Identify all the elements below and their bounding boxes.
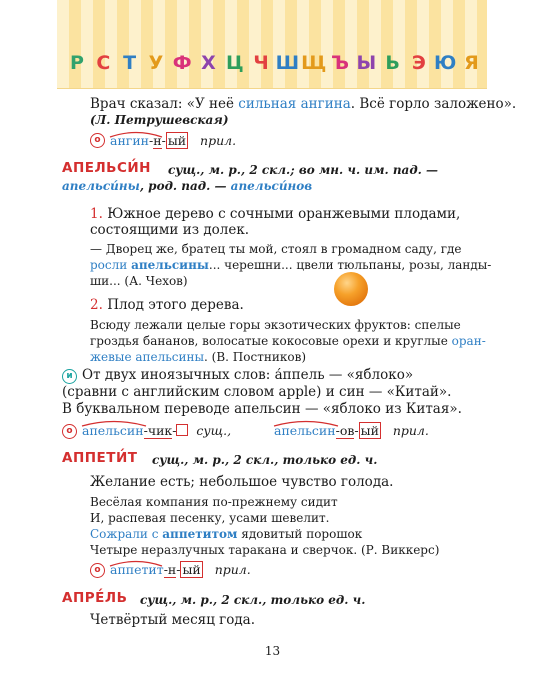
- alphabet-letter: У: [148, 52, 164, 74]
- appetit-poem-line1: Весёлая компания по-прежнему сидит: [90, 495, 338, 509]
- origin-o-icon: о: [90, 563, 105, 578]
- apelsin-forms: апельси́ны, род. пад. — апельси́нов: [62, 179, 313, 193]
- apelsin-sense2: 2. Плод этого дерева.: [90, 297, 244, 313]
- apelsin-etymology-l3: В буквальном переводе апельсин — «яблоко из Китая».: [62, 401, 462, 417]
- appetit-poem-line2: И, распевая песенку, усами шевелит.: [90, 511, 330, 525]
- apelsin-morphemes-1: апельсин-чик- сущ.,: [82, 423, 232, 438]
- angina-quote: Врач сказал: «У неё сильная ангина. Всё горло заложено».: [90, 96, 517, 112]
- apelsin-etymology: От двух иноязычных слов: а́ппель — «яблоко»: [82, 367, 414, 383]
- origin-o-icon: о: [62, 424, 77, 439]
- angina-morphemes: ангин-н- ый прил.: [110, 133, 237, 148]
- alphabet-letter: Ш: [275, 52, 300, 74]
- aprel-grammar: сущ., м. р., 2 скл., только ед. ч.: [140, 593, 366, 607]
- apelsin-grammar: сущ., м. р., 2 скл.; во мн. ч. им. пад. —: [168, 163, 439, 177]
- orange-illustration: [334, 272, 368, 306]
- headword-aprel: АПРЕ́ЛЬ: [62, 590, 128, 606]
- apelsin-example2-l3: жевые апельсины. (В. Постников): [90, 350, 307, 364]
- apelsin-sense1-cont: состоящими из долек.: [90, 222, 250, 238]
- apelsin-etymology-l2: (сравни с английским словом apple) и син — «Китай».: [62, 384, 452, 400]
- alphabet-letter: Ч: [253, 52, 269, 74]
- appetit-poem-line4: Четыре неразлучных таракана и сверчок. (Р. Виккерс): [90, 543, 440, 557]
- apelsin-morphemes-2: апельсин-ов- ый прил.: [274, 423, 429, 438]
- alphabet-letter: Х: [201, 52, 216, 74]
- alphabet-letter: Э: [411, 52, 426, 74]
- alphabet-letter: Ц: [225, 52, 244, 74]
- appetit-poem-line3: Сожрали с аппетитом ядовитый порошок: [90, 527, 363, 541]
- angina-author: (Л. Петрушевская): [90, 113, 229, 127]
- alphabet-letter: С: [96, 52, 111, 74]
- alphabet-letter: Ы: [356, 52, 377, 74]
- appetit-morphemes: аппетит-н- ый прил.: [110, 562, 251, 577]
- aprel-definition: Четвёртый месяц года.: [90, 612, 256, 628]
- apelsin-example1-l3: ши... (А. Чехов): [90, 274, 188, 288]
- apelsin-example1: — Дворец же, братец ты мой, стоял в громадном саду, где: [90, 242, 462, 256]
- alphabet-letter: Т: [123, 52, 137, 74]
- alphabet-band: [57, 0, 487, 89]
- origin-o-icon: о: [90, 133, 105, 148]
- alphabet-letter: Р: [70, 52, 84, 74]
- info-i-icon: и: [62, 369, 77, 384]
- apelsin-example2-l2: гроздья бананов, волосатые кокосовые орехи и круглые оран-: [90, 334, 486, 348]
- alphabet-letter: Ъ: [331, 52, 349, 74]
- page-number: 13: [264, 644, 281, 658]
- alphabet-letter: Я: [464, 52, 479, 74]
- alphabet-letter: Ф: [172, 52, 192, 74]
- appetit-grammar: сущ., м. р., 2 скл., только ед. ч.: [152, 453, 378, 467]
- apelsin-sense1: 1. Южное дерево с сочными оранжевыми плодами,: [90, 206, 461, 222]
- headword-apelsin: АПЕЛЬСИ́Н: [62, 160, 151, 176]
- alphabet-letter: Щ: [301, 52, 327, 74]
- headword-appetit: АППЕТИ́Т: [62, 450, 138, 466]
- apelsin-example2: Всюду лежали целые горы экзотических фруктов: спелые: [90, 318, 461, 332]
- apelsin-example1-l2: росли апельсины... черешни... цвели тюльпаны, розы, ланды-: [90, 258, 492, 272]
- appetit-definition: Желание есть; небольшое чувство голода.: [90, 474, 394, 490]
- alphabet-letter: Ю: [434, 52, 457, 74]
- alphabet-letter: Ь: [385, 52, 400, 74]
